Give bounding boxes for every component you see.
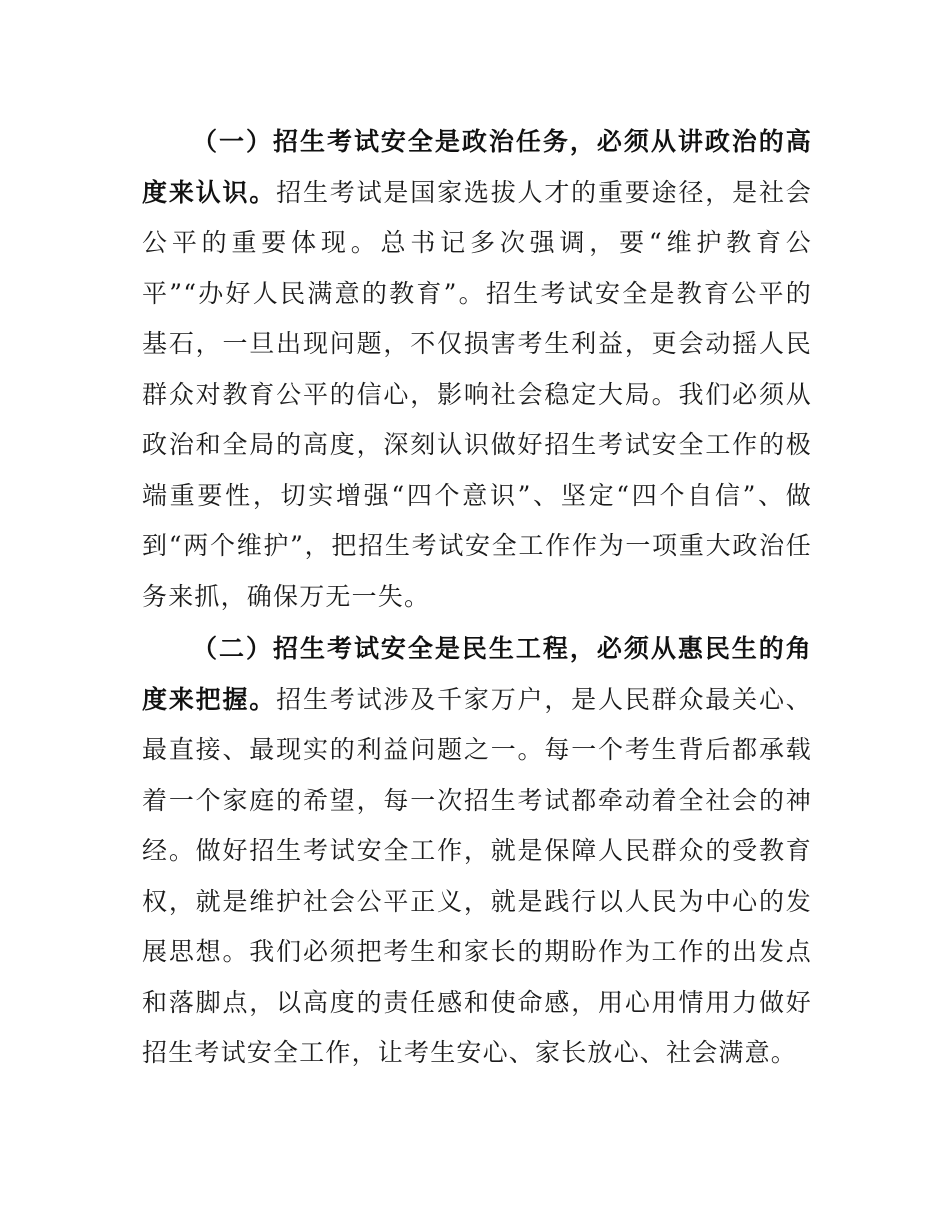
paragraph-1-heading: （一）招生考试安全是政治任务，必须从讲政治的高度来认识。 bbox=[142, 127, 812, 207]
paragraph-1-body: 招生考试是国家选拔人才的重要途径，是社会公平的重要体现。总书记多次强调，要“维护教育公平”“办好人民满意的教育”。招生考试安全是教育公平的基石，一旦出现问题，不仅损害考生利益，更会动摇人民群众对教育公平的信心，影响社会稳定大局。我们必须从政治和全局的高度，深刻认识做好招生考试安全工作的极端重要性，切实增强“四个意识”、坚定“四个自信”、做到“两个维护”，把招生考试安全工作作为一项重大政治任务来抓，确保万无一失。 bbox=[142, 177, 812, 611]
paragraph-2-heading: （二）招生考试安全是民生工程，必须从惠民生的角度来把握。 bbox=[142, 634, 812, 714]
paragraph-2-body: 招生考试涉及千家万户，是人民群众最关心、最直接、最现实的利益问题之一。每一个考生背后都承载着一个家庭的希望，每一次招生考试都牵动着全社会的神经。做好招生考试安全工作，就是保障人民群众的受教育权，就是维护社会公平正义，就是践行以人民为中心的发展思想。我们必须把考生和家长的期盼作为工作的出发点和落脚点，以高度的责任感和使命感，用心用情用力做好招生考试安全工作，让考生安心、家长放心、社会满意。 bbox=[142, 684, 812, 1067]
document-body bbox=[142, 117, 812, 1079]
paragraph-1 bbox=[142, 117, 812, 622]
paragraph-2 bbox=[142, 624, 812, 1079]
